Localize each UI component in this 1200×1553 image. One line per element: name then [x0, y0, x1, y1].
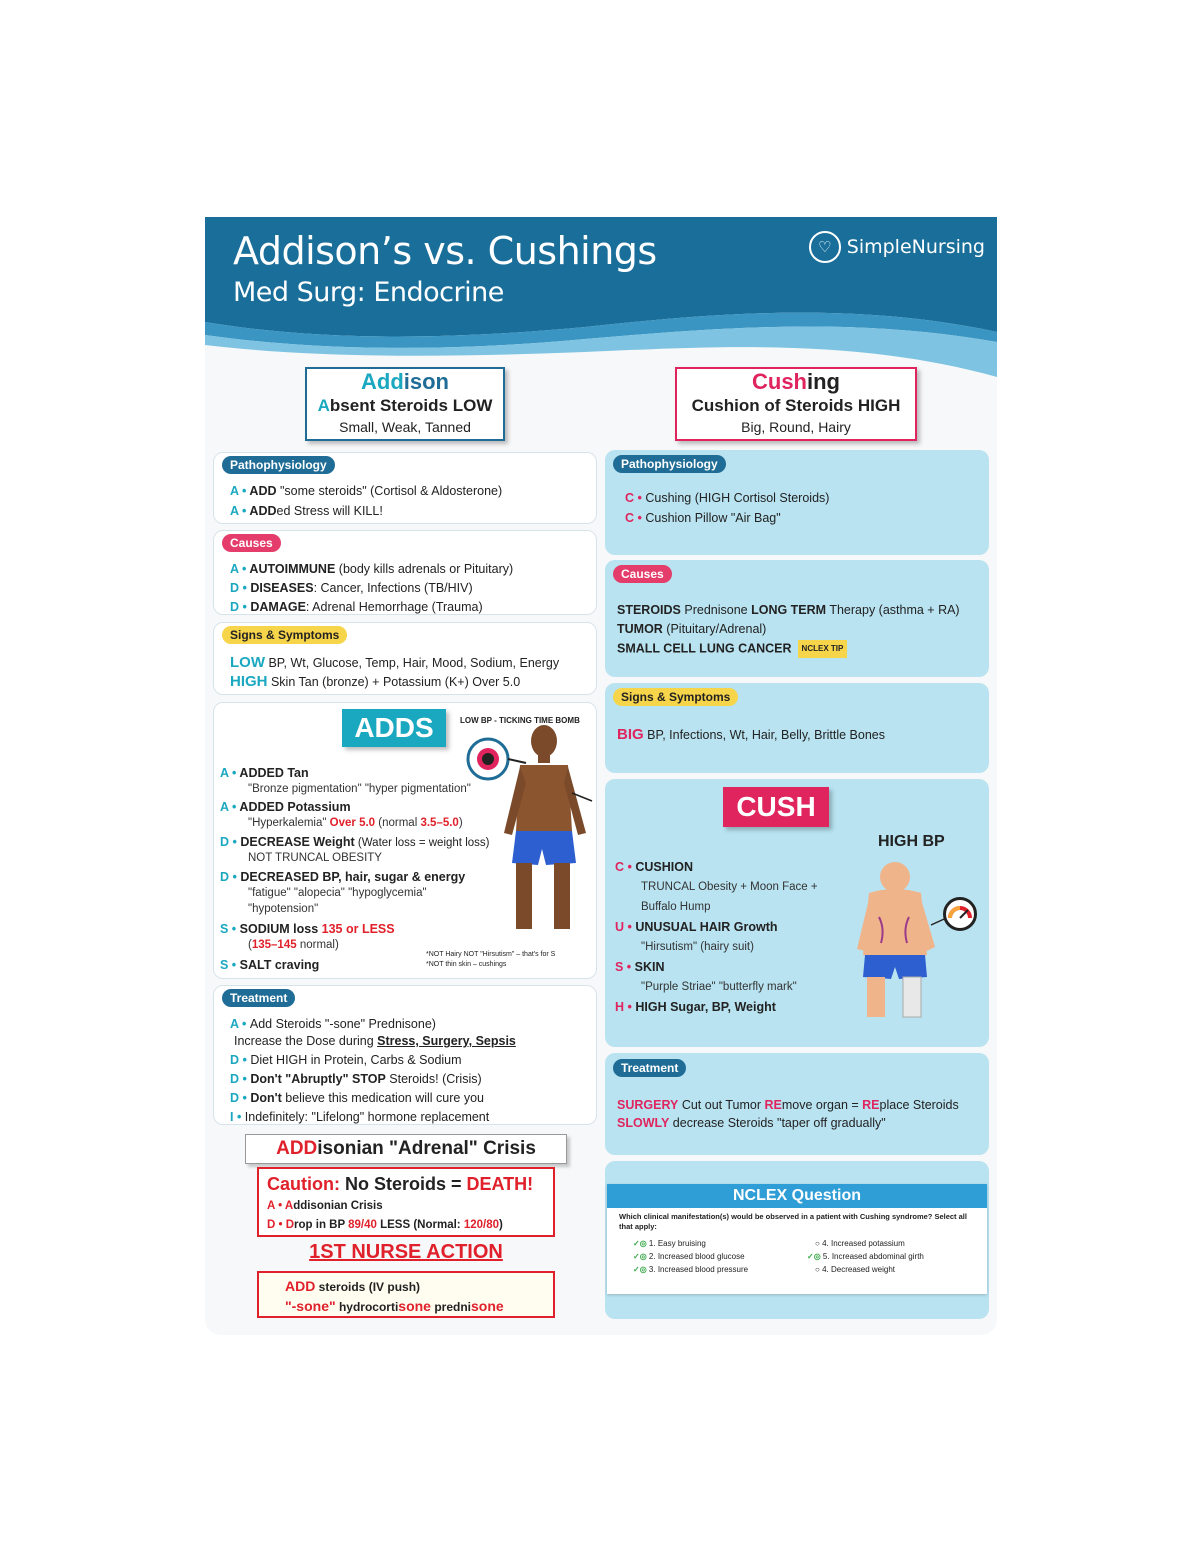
cush-badge: CUSH	[723, 787, 829, 827]
cushing-patho-panel	[605, 450, 989, 555]
bp-gauge-icon	[943, 897, 977, 931]
addison-cause-item: A • AUTOIMMUNE (body kills adrenals or Pituitary)	[230, 562, 514, 576]
first-nurse-action-title: 1ST NURSE ACTION	[309, 1241, 503, 1263]
adds-item: D • DECREASE Weight (Water loss = weight loss)	[220, 835, 490, 849]
cushing-treatment-label: Treatment	[613, 1059, 686, 1077]
cushing-tagline: Cushion of Steroids HIGH	[691, 396, 901, 415]
nclex-option[interactable]: ✓◎ 5. Increased abdominal girth	[807, 1252, 924, 1261]
low-bp-note: LOW BP - TICKING TIME BOMB	[460, 716, 580, 725]
adds-sub: "Bronze pigmentation" "hyper pigmentation"	[248, 783, 471, 795]
addison-cause-item: D • DISEASES: Cancer, Infections (TB/HIV)	[230, 581, 473, 595]
page-title: Addison’s vs. Cushings	[233, 229, 657, 273]
nclex-question-text: Which clinical manifestation(s) would be observed in a patient with Cushing syndrome? Select all that apply:	[619, 1212, 967, 1231]
caution-box	[257, 1167, 555, 1237]
first-nurse-action-box	[257, 1271, 555, 1318]
addison-tagline: Absent Steroids LOW	[317, 396, 493, 415]
addison-ss-label: Signs & Symptoms	[222, 626, 347, 644]
page-subtitle: Med Surg: Endocrine	[233, 277, 504, 308]
caution-line: D • Drop in BP 89/40 LESS (Normal: 120/80)	[267, 1219, 503, 1231]
addison-adds-panel	[213, 702, 597, 979]
addison-patho-panel	[213, 452, 597, 524]
nurse-action-line: ADD steroids (IV push)	[285, 1278, 421, 1294]
caution-line: A • Addisonian Crisis	[267, 1200, 383, 1212]
addison-treatment-item: D • Don't believe this medication will cure you	[230, 1091, 484, 1105]
cush-sub: "Hirsutism" (hairy suit)	[641, 941, 754, 953]
addison-treatment-item: I • Indefinitely: "Lifelong" hormone replacement	[230, 1110, 490, 1124]
adds-item: D • DECREASED BP, hair, sugar & energy	[220, 870, 466, 884]
gauge-dial	[946, 900, 974, 928]
adds-sub: "Hyperkalemia" Over 5.0 (normal 3.5–5.0)	[248, 817, 463, 829]
nclex-question-card	[607, 1184, 987, 1294]
adds-item: A • ADDED Potassium	[220, 800, 351, 814]
cushing-name: Cushing	[752, 369, 840, 394]
addison-treatment-label: Treatment	[222, 989, 295, 1007]
cushing-treatment-panel	[605, 1053, 989, 1155]
cushing-causes-label: Causes	[613, 565, 672, 583]
addison-causes-panel	[213, 530, 597, 615]
adds-item: S • SALT craving	[220, 958, 320, 972]
cush-sub: Buffalo Hump	[641, 901, 711, 913]
addison-patho-label: Pathophysiology	[222, 456, 335, 474]
addison-patho-item: A • ADD "some steroids" (Cortisol & Aldosterone)	[230, 484, 503, 498]
cushing-causes-panel	[605, 560, 989, 677]
addison-patho-item: A • ADDed Stress will KILL!	[230, 504, 383, 518]
adds-sub: NOT TRUNCAL OBESITY	[248, 852, 382, 864]
cush-item: C • CUSHION	[615, 860, 694, 874]
nurse-action-line: "-sone" hydrocortisone prednisone	[285, 1298, 504, 1314]
addison-treatment-item: Increase the Dose during Stress, Surgery, Sepsis	[234, 1034, 516, 1048]
cush-sub: "Purple Striae" "butterfly mark"	[641, 981, 797, 993]
addison-treatment-item: D • Don't "Abruptly" STOP Steroids! (Crisis)	[230, 1072, 482, 1086]
cushing-patho-item: C • Cushion Pillow "Air Bag"	[625, 511, 781, 525]
cushing-cause-item: STEROIDS Prednisone LONG TERM Therapy (asthma + RA)	[617, 603, 960, 617]
cheat-sheet	[205, 217, 997, 1335]
header-banner	[205, 217, 997, 377]
stethoscope-icon: ♡	[809, 231, 841, 263]
figure-note: *NOT Hairy NOT "Hirsutism" – that's for S	[426, 951, 556, 958]
obese-man-illustration	[855, 859, 985, 1029]
brand-name: SimpleNursing	[846, 236, 985, 258]
nclex-option[interactable]: ✓◎ 2. Increased blood glucose	[633, 1252, 745, 1261]
cush-item: U • UNUSUAL HAIR Growth	[615, 920, 778, 934]
cush-item: H • HIGH Sugar, BP, Weight	[615, 1000, 776, 1014]
cushing-header-box	[675, 367, 917, 441]
addison-header-box	[305, 367, 505, 441]
cushing-cause-item: TUMOR (Pituitary/Adrenal)	[617, 622, 767, 636]
addison-cause-item: D • DAMAGE: Adrenal Hemorrhage (Trauma)	[230, 600, 483, 614]
addison-ss-panel	[213, 622, 597, 695]
cushing-treatment-item: SLOWLY decrease Steroids "taper off gradually"	[617, 1116, 886, 1130]
cushing-ss-panel	[605, 683, 989, 773]
addison-ss-item: LOW BP, Wt, Glucose, Temp, Hair, Mood, Sodium, Energy	[230, 654, 560, 671]
adds-sub: "fatigue" "alopecia" "hypoglycemia"	[248, 887, 427, 899]
addison-name: Addison	[361, 369, 449, 394]
addison-treatment-item: D • Diet HIGH in Protein, Carbs & Sodium	[230, 1053, 462, 1067]
nclex-heading: NCLEX Question	[607, 1184, 987, 1208]
cushing-patho-item: C • Cushing (HIGH Cortisol Steroids)	[625, 491, 830, 505]
brand-logo	[809, 231, 985, 263]
tanned-man-illustration	[454, 723, 594, 943]
adds-sub: "hypotension"	[248, 903, 319, 915]
nclex-option[interactable]: ✓◎ 3. Increased blood pressure	[633, 1265, 749, 1274]
adds-badge: ADDS	[342, 709, 446, 747]
nclex-option[interactable]: ○ 4. Decreased weight	[815, 1265, 896, 1274]
addisonian-crisis-title: ADDisonian "Adrenal" Crisis	[245, 1134, 567, 1164]
addison-causes-label: Causes	[222, 534, 281, 552]
addison-treatment-panel	[213, 985, 597, 1125]
addison-desc: Small, Weak, Tanned	[339, 419, 471, 435]
figure-note: *NOT thin skin – cushings	[426, 961, 507, 968]
caution-heading: Caution: No Steroids = DEATH!	[267, 1174, 534, 1194]
addison-treatment-item: A • Add Steroids "-sone" Prednisone)	[230, 1017, 436, 1031]
nclex-option[interactable]: ○ 4. Increased potassium	[815, 1239, 905, 1248]
cushing-desc: Big, Round, Hairy	[741, 419, 851, 435]
cushing-cush-panel	[605, 779, 989, 1047]
adds-sub: (135–145 normal)	[248, 939, 339, 951]
cush-sub: TRUNCAL Obesity + Moon Face +	[641, 881, 818, 893]
nclex-option[interactable]: ✓◎ 1. Easy bruising	[633, 1239, 706, 1248]
cushing-treatment-item: SURGERY Cut out Tumor REmove organ = REplace Steroids	[617, 1098, 959, 1112]
adds-item: S • SODIUM loss 135 or LESS	[220, 922, 395, 936]
cushing-ss-label: Signs & Symptoms	[613, 688, 738, 706]
cush-item: S • SKIN	[615, 960, 665, 974]
cushing-patho-label: Pathophysiology	[613, 455, 726, 473]
high-bp-label: HIGH BP	[878, 833, 945, 850]
cushing-ss-item: BIG BP, Infections, Wt, Hair, Belly, Brittle Bones	[617, 726, 885, 743]
addison-ss-item: HIGH Skin Tan (bronze) + Potassium (K+) Over 5.0	[230, 673, 521, 690]
adds-item: A • ADDED Tan	[220, 766, 309, 780]
cushing-cause-item: SMALL CELL LUNG CANCER NCLEX TIP	[617, 640, 847, 658]
nclex-tip-tag: NCLEX TIP	[798, 640, 848, 658]
